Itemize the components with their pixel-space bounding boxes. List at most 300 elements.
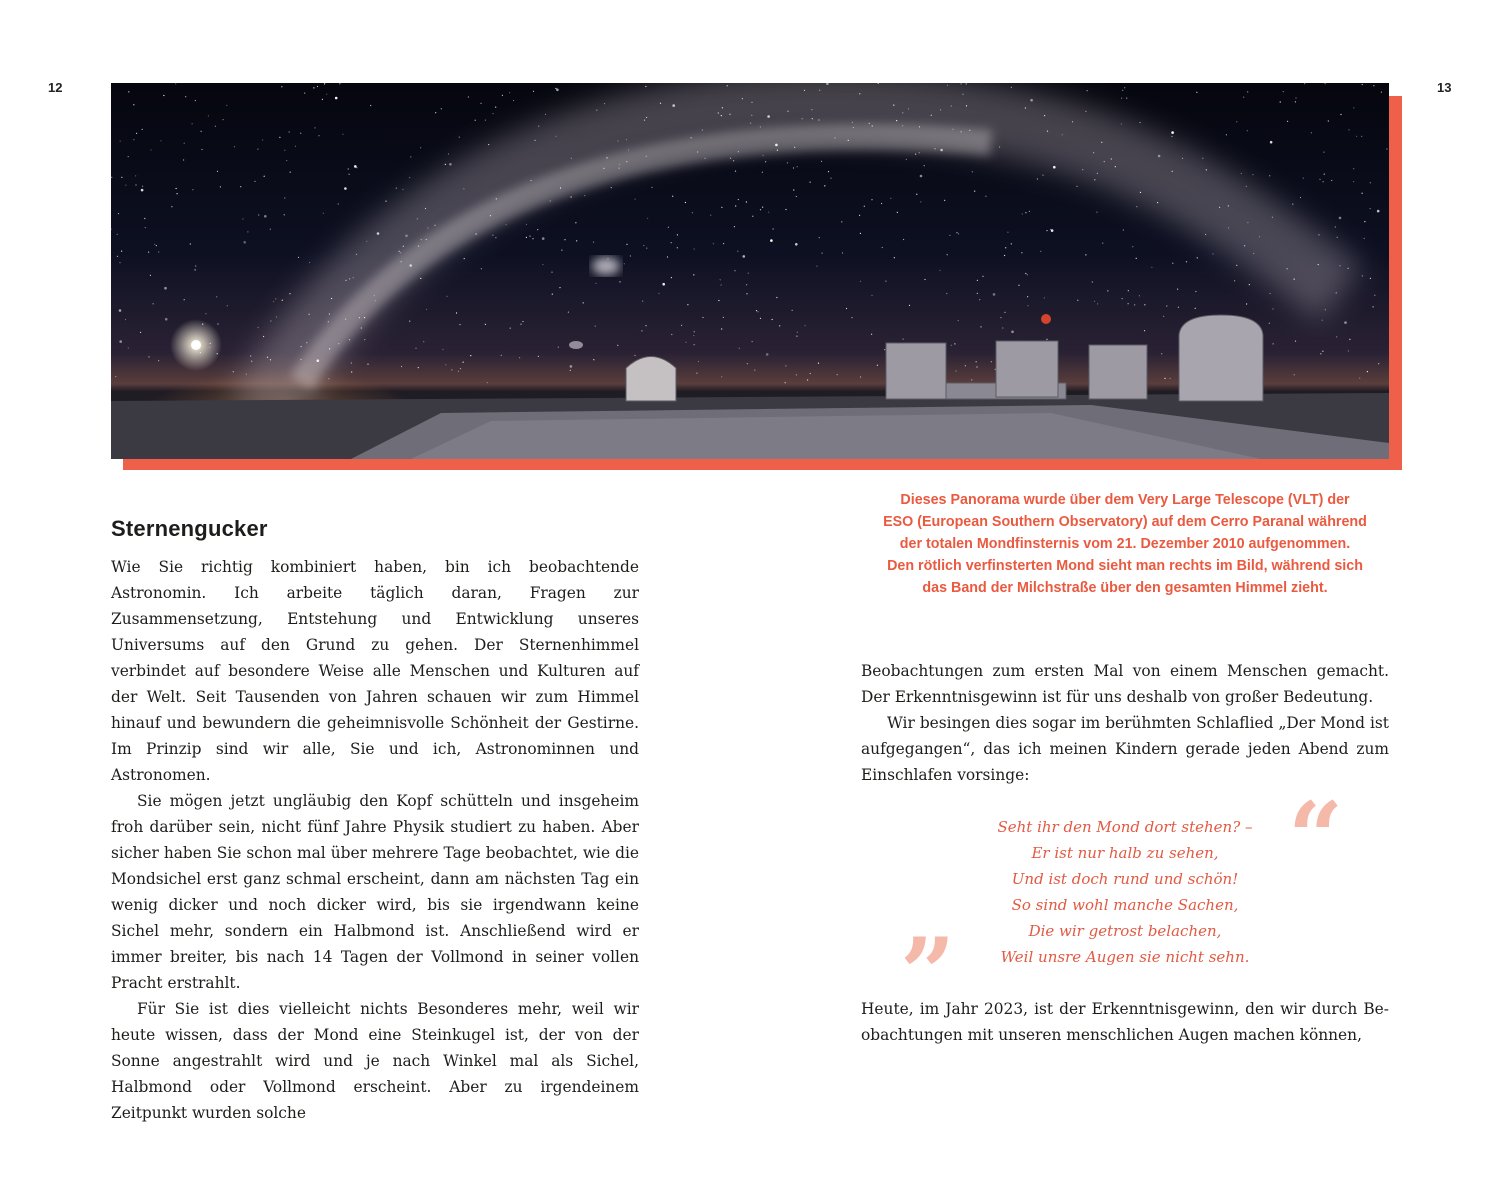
star xyxy=(1172,171,1173,172)
star xyxy=(961,83,962,84)
star xyxy=(903,339,904,340)
star xyxy=(775,144,778,147)
star xyxy=(896,120,897,121)
star xyxy=(972,171,973,172)
star xyxy=(556,89,559,92)
star xyxy=(1303,178,1304,179)
star xyxy=(576,240,577,241)
star xyxy=(217,323,218,324)
star xyxy=(136,133,137,134)
star xyxy=(1136,258,1137,259)
star xyxy=(509,92,510,93)
star xyxy=(662,283,665,286)
star xyxy=(1007,232,1008,233)
star xyxy=(217,353,218,354)
star xyxy=(270,359,271,360)
star xyxy=(746,293,747,294)
magellanic-cloud-large xyxy=(592,257,620,275)
star xyxy=(284,150,285,151)
star xyxy=(1093,152,1094,153)
star xyxy=(1044,115,1045,116)
star xyxy=(281,86,282,87)
star xyxy=(830,178,831,179)
star xyxy=(1236,121,1237,122)
star xyxy=(924,165,925,166)
star xyxy=(1273,343,1274,344)
star xyxy=(400,252,401,253)
star xyxy=(314,127,315,128)
star xyxy=(822,253,823,254)
star xyxy=(765,161,766,162)
star xyxy=(496,198,497,199)
star xyxy=(693,335,694,336)
star xyxy=(375,300,376,301)
star xyxy=(148,356,149,357)
star xyxy=(762,207,763,208)
star xyxy=(542,264,543,265)
star xyxy=(794,147,795,148)
star xyxy=(1172,263,1173,264)
star xyxy=(1077,300,1078,301)
star xyxy=(871,199,872,200)
star xyxy=(339,83,340,84)
star xyxy=(909,305,910,306)
star xyxy=(1272,308,1273,309)
star xyxy=(1171,131,1174,134)
star xyxy=(1163,316,1164,317)
star xyxy=(626,161,627,162)
star xyxy=(951,105,952,106)
star xyxy=(746,201,747,202)
star xyxy=(142,186,143,187)
star xyxy=(329,313,330,314)
star xyxy=(1336,292,1337,293)
star xyxy=(698,361,699,362)
star xyxy=(951,345,952,346)
star xyxy=(537,229,538,230)
star xyxy=(195,265,196,266)
opening-quote-icon: “ xyxy=(1288,781,1344,894)
star xyxy=(1206,169,1207,170)
star xyxy=(1101,142,1102,143)
star xyxy=(318,135,319,136)
star xyxy=(804,90,805,91)
star xyxy=(1339,265,1340,266)
star xyxy=(144,218,145,219)
star xyxy=(417,218,418,219)
star xyxy=(323,213,324,214)
star xyxy=(426,309,427,310)
star xyxy=(1219,207,1220,208)
star xyxy=(677,247,678,248)
star xyxy=(810,182,811,183)
star xyxy=(885,281,886,282)
star xyxy=(1186,261,1187,262)
magellanic-cloud-small xyxy=(569,341,583,349)
star xyxy=(1027,296,1028,297)
star xyxy=(685,202,686,203)
star xyxy=(258,327,259,328)
star xyxy=(722,107,723,108)
star xyxy=(982,276,983,277)
caption-line: Den rötlich verfinsterten Mond sieht man rechts im Bild, während sich xyxy=(887,558,1363,574)
star xyxy=(463,362,464,363)
star xyxy=(1161,353,1162,354)
star xyxy=(1011,331,1014,334)
star xyxy=(596,283,597,284)
star xyxy=(819,90,820,91)
star xyxy=(1323,181,1324,182)
star xyxy=(190,243,191,244)
star xyxy=(522,321,523,322)
star xyxy=(459,324,460,325)
star xyxy=(322,99,323,100)
star xyxy=(119,340,122,343)
star xyxy=(720,279,721,280)
star xyxy=(264,215,267,218)
star xyxy=(947,85,948,86)
star xyxy=(142,129,143,130)
star xyxy=(558,347,559,348)
star xyxy=(148,252,149,253)
star xyxy=(630,255,631,256)
star xyxy=(760,126,761,127)
star xyxy=(1107,290,1108,291)
star xyxy=(1205,234,1206,235)
star xyxy=(184,143,185,144)
star xyxy=(529,236,530,237)
star xyxy=(739,348,740,349)
star xyxy=(721,328,722,329)
star xyxy=(1085,254,1086,255)
star xyxy=(1362,84,1363,85)
star xyxy=(1082,169,1083,170)
page-number-right: 13 xyxy=(1437,80,1452,95)
star xyxy=(1122,90,1123,91)
star xyxy=(300,133,301,134)
star xyxy=(1139,295,1140,296)
star xyxy=(133,139,134,140)
star xyxy=(593,242,594,243)
star xyxy=(385,201,386,202)
poem-line: Weil unsre Augen sie nicht sehn. xyxy=(1000,948,1250,966)
star xyxy=(158,251,159,252)
star xyxy=(1123,229,1124,230)
star xyxy=(743,255,746,258)
star xyxy=(802,118,803,119)
star xyxy=(1318,234,1319,235)
star xyxy=(1022,213,1023,214)
star xyxy=(531,180,532,181)
star xyxy=(1021,252,1022,253)
star xyxy=(977,293,978,294)
star xyxy=(351,371,352,372)
star xyxy=(954,343,955,344)
star xyxy=(377,232,380,235)
star xyxy=(338,343,339,344)
star xyxy=(304,93,305,94)
star xyxy=(183,159,184,160)
star xyxy=(752,216,753,217)
star xyxy=(119,309,122,312)
star xyxy=(125,185,126,186)
star xyxy=(284,197,285,198)
star xyxy=(250,355,251,356)
star xyxy=(730,158,731,159)
star xyxy=(1364,238,1365,239)
star xyxy=(220,186,221,187)
star xyxy=(441,108,442,109)
star xyxy=(240,186,241,187)
star xyxy=(423,341,424,342)
star xyxy=(435,112,436,113)
photo-caption xyxy=(855,489,1395,599)
star xyxy=(766,353,769,356)
star xyxy=(367,364,368,365)
star xyxy=(1287,121,1288,122)
star xyxy=(396,188,397,189)
star xyxy=(476,233,477,234)
star xyxy=(1269,175,1270,176)
star xyxy=(626,244,627,245)
star xyxy=(729,114,730,115)
star xyxy=(533,91,534,92)
star xyxy=(128,91,129,92)
star xyxy=(1270,293,1271,294)
star xyxy=(702,317,703,318)
star xyxy=(559,287,560,288)
star xyxy=(356,167,357,168)
star xyxy=(282,300,283,301)
star xyxy=(735,205,736,206)
star xyxy=(713,243,714,244)
star xyxy=(1280,101,1281,102)
star xyxy=(121,177,122,178)
star xyxy=(916,194,917,195)
star xyxy=(810,373,811,374)
star xyxy=(1140,192,1141,193)
star xyxy=(258,214,259,215)
star xyxy=(485,120,486,121)
star xyxy=(1295,101,1296,102)
star xyxy=(551,272,552,273)
star xyxy=(881,203,882,204)
star xyxy=(807,379,808,380)
star xyxy=(345,319,346,320)
star xyxy=(628,149,629,150)
star xyxy=(151,149,152,150)
star xyxy=(1202,158,1203,159)
star xyxy=(902,125,903,126)
star xyxy=(1025,212,1026,213)
star xyxy=(1136,206,1137,207)
star xyxy=(733,160,734,161)
star xyxy=(451,369,452,370)
star xyxy=(877,365,878,366)
star xyxy=(359,317,360,318)
star xyxy=(860,281,861,282)
star xyxy=(805,325,806,326)
poem-line: So sind wohl manche Sachen, xyxy=(1011,896,1239,914)
star xyxy=(571,196,572,197)
star xyxy=(420,278,421,279)
star xyxy=(1111,158,1112,159)
star xyxy=(619,168,620,169)
star xyxy=(458,371,459,372)
star xyxy=(841,221,842,222)
star xyxy=(1004,312,1005,313)
star xyxy=(1228,227,1229,228)
star xyxy=(1247,91,1248,92)
star xyxy=(1353,168,1354,169)
star xyxy=(658,293,659,294)
caption-line: das Band der Milchstraße über den gesamten Himmel zieht. xyxy=(922,580,1328,596)
star xyxy=(795,243,798,246)
star xyxy=(1386,148,1387,149)
star xyxy=(734,270,735,271)
star xyxy=(1243,97,1244,98)
star xyxy=(335,97,338,100)
star xyxy=(687,304,688,305)
star xyxy=(1029,211,1030,212)
eclipsed-moon xyxy=(1041,314,1051,324)
star xyxy=(349,174,350,175)
star xyxy=(270,229,271,230)
star xyxy=(837,374,838,375)
star xyxy=(1046,339,1047,340)
star xyxy=(1300,197,1301,198)
star xyxy=(1134,304,1135,305)
star xyxy=(1304,83,1305,84)
star xyxy=(1050,229,1051,230)
star xyxy=(747,363,748,364)
star xyxy=(115,376,116,377)
star xyxy=(956,370,957,371)
star xyxy=(1126,98,1127,99)
star xyxy=(552,294,553,295)
star xyxy=(309,262,310,263)
star xyxy=(401,366,402,367)
star xyxy=(848,140,849,141)
star xyxy=(884,349,885,350)
star xyxy=(364,339,365,340)
star xyxy=(480,103,481,104)
star xyxy=(1171,136,1172,137)
star xyxy=(851,317,852,318)
star xyxy=(257,149,258,150)
star xyxy=(816,266,817,267)
star xyxy=(526,237,527,238)
star xyxy=(1359,378,1360,379)
bright-planet xyxy=(191,340,201,350)
star xyxy=(705,158,706,159)
star xyxy=(233,371,234,372)
star xyxy=(208,115,209,116)
star xyxy=(242,218,243,219)
star xyxy=(1353,107,1354,108)
star xyxy=(1177,289,1178,290)
star xyxy=(490,215,491,216)
star xyxy=(1356,136,1357,137)
telescope-domes xyxy=(626,315,1263,401)
star xyxy=(667,256,668,257)
star xyxy=(643,245,644,246)
star xyxy=(1104,161,1105,162)
star xyxy=(111,229,112,230)
star xyxy=(488,144,489,145)
star xyxy=(192,189,193,190)
star xyxy=(1377,210,1380,213)
right-column-text-top xyxy=(861,658,1389,788)
star xyxy=(750,123,751,124)
star xyxy=(117,234,118,235)
star xyxy=(1178,307,1179,308)
star xyxy=(1270,141,1273,144)
star xyxy=(1323,152,1324,153)
star xyxy=(853,127,854,128)
star xyxy=(958,233,959,234)
star xyxy=(564,239,565,240)
star xyxy=(671,242,672,243)
star xyxy=(502,95,503,96)
star xyxy=(828,171,829,172)
star xyxy=(1102,243,1103,244)
star xyxy=(980,326,981,327)
star xyxy=(818,363,819,364)
star xyxy=(519,357,520,358)
right-column-text-bottom xyxy=(861,996,1389,1048)
star xyxy=(940,109,941,110)
star xyxy=(309,314,310,315)
star xyxy=(463,188,464,189)
star xyxy=(298,257,299,258)
star xyxy=(852,122,853,123)
section-heading: Sternengucker xyxy=(111,516,268,541)
star xyxy=(550,200,551,201)
star xyxy=(751,102,752,103)
star xyxy=(1040,251,1041,252)
star xyxy=(1212,253,1213,254)
star xyxy=(760,209,761,210)
star xyxy=(721,376,722,377)
star xyxy=(495,107,496,108)
star xyxy=(859,215,860,216)
star xyxy=(1053,166,1056,169)
star xyxy=(958,320,959,321)
star xyxy=(317,86,318,87)
star xyxy=(141,189,144,192)
star xyxy=(681,325,682,326)
star xyxy=(939,270,940,271)
star xyxy=(772,319,773,320)
star xyxy=(1228,205,1229,206)
star xyxy=(520,324,521,325)
star xyxy=(273,301,274,302)
star xyxy=(727,85,728,86)
star xyxy=(796,196,797,197)
star xyxy=(785,365,786,366)
star xyxy=(254,181,255,182)
star xyxy=(718,112,719,113)
star xyxy=(210,343,211,344)
star xyxy=(976,366,977,367)
star xyxy=(606,157,607,158)
star xyxy=(276,316,277,317)
star xyxy=(1294,279,1295,280)
star xyxy=(834,137,835,138)
star xyxy=(344,187,347,190)
star xyxy=(140,332,141,333)
